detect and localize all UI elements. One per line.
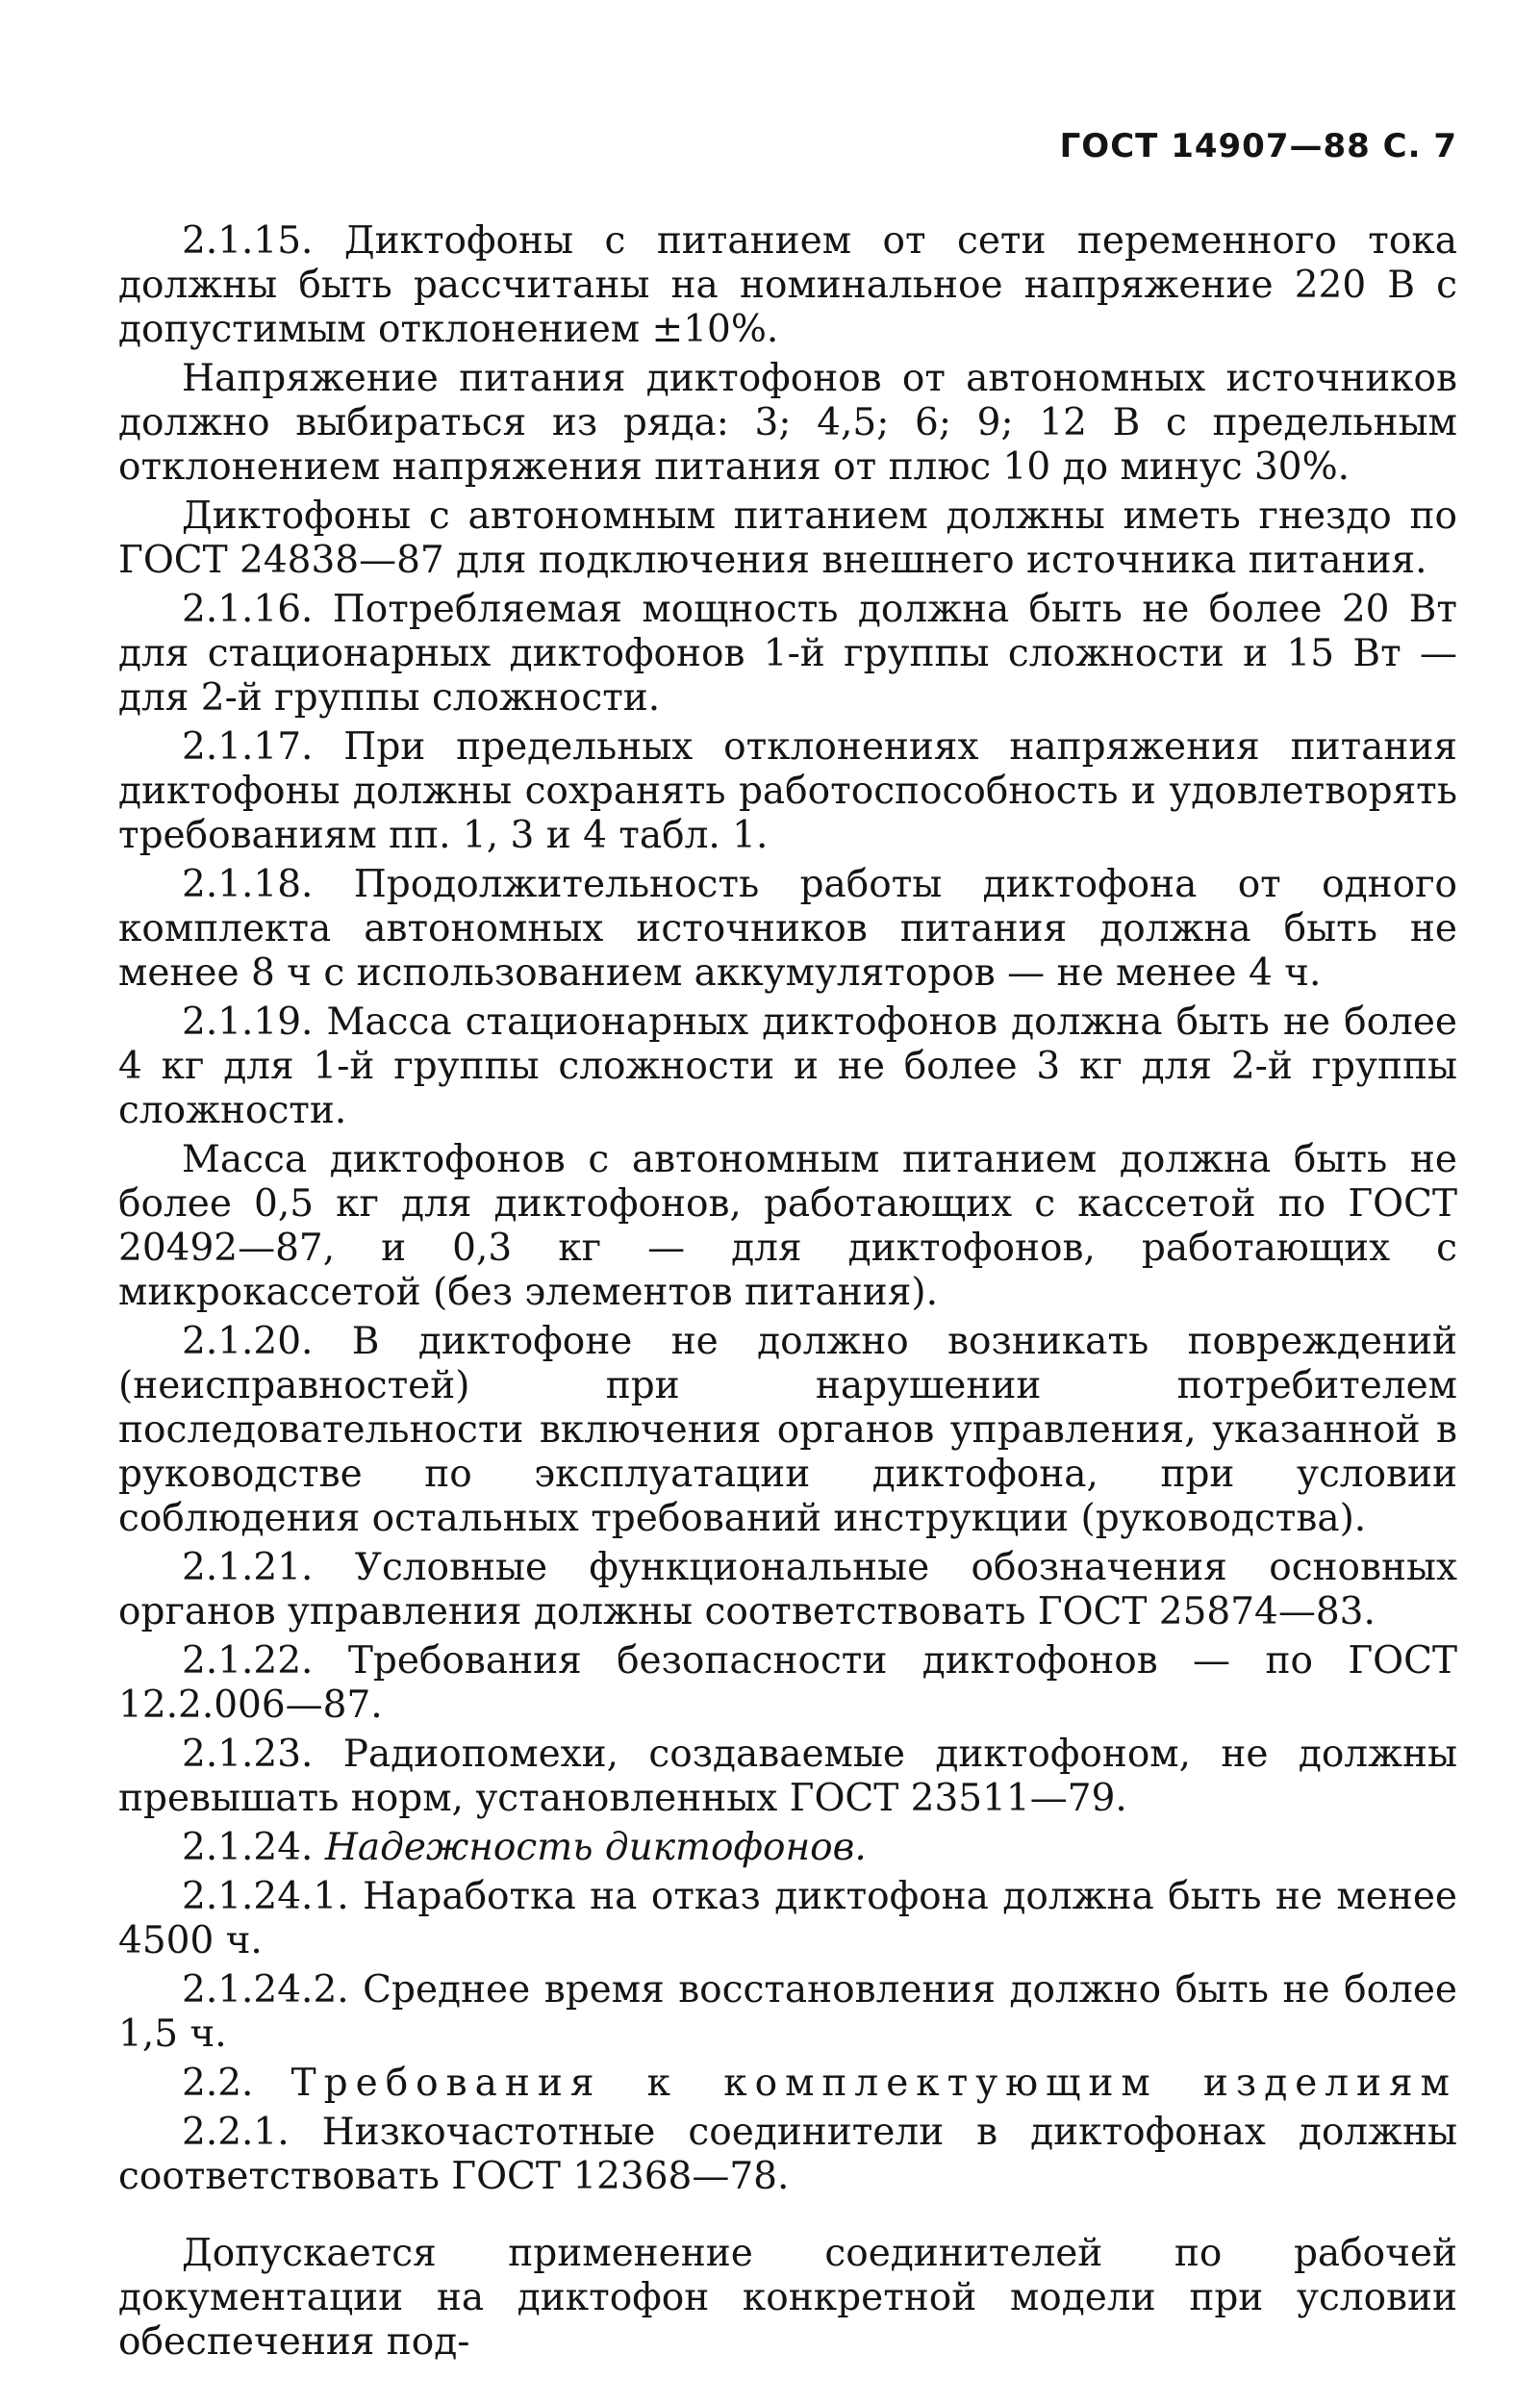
clause-2-1-24 <box>118 1826 1457 1870</box>
clause-2-1-21: 2.1.21. Условные функциональные обозначения основных органов управления должны соответствовать ГОСТ 25874—83. <box>118 1546 1457 1633</box>
document-body <box>118 219 1457 2369</box>
paragraph-supply-voltage: Напряжение питания диктофонов от автономных источников должно выбираться из ряда: 3; 4,5; 6; 9; 12 В с предельным отклонением напряжения питания от плюс 10 до минус 30%. <box>118 357 1457 489</box>
clause-2-1-24-1: 2.1.24.1. Наработка на отказ диктофона должна быть не менее 4500 ч. <box>118 1875 1457 1962</box>
clause-2-1-20 <box>118 1320 1457 1541</box>
paragraph-mass: Масса диктофонов с автономным питанием должна быть не более 0,5 кг для диктофонов, работающих с кассетой по ГОСТ 20492—87, и 0,3 кг — для диктофонов, работающих с микрокассетой (без элементов питания). <box>118 1138 1457 1314</box>
clause-2-1-16: 2.1.16. Потребляемая мощность должна быть не более 20 Вт для стационарных диктофонов 1-й группы сложности и 15 Вт — для 2-й группы сложности. <box>118 588 1457 720</box>
clause-2-1-19: 2.1.19. Масса стационарных диктофонов должна быть не более 4 кг для 1-й группы сложности и не более 3 кг для 2-й группы сложности. <box>118 1000 1457 1132</box>
paragraph-external-socket: Диктофоны с автономным питанием должны иметь гнездо по ГОСТ 24838—87 для подключения внешнего источника питания. <box>118 494 1457 582</box>
clause-2-1-24-2: 2.1.24.2. Среднее время восстановления должно быть не более 1,5 ч. <box>118 1968 1457 2056</box>
clause-2-1-15: 2.1.15. Диктофоны с питанием от сети переменного тока должны быть рассчитаны на номинальное напряжение 220 В с допустимым отклонением ±10%. <box>118 219 1457 351</box>
clause-2-1-17: 2.1.17. При предельных отклонениях напряжения питания диктофоны должны сохранять работоспособность и удовлетворять требованиям пп. 1, 3 и 4 табл. 1. <box>118 725 1457 857</box>
paragraph-connectors: Допускается применение соединителей по рабочей документации на диктофон конкретной модели при условии обеспечения под- <box>118 2232 1457 2364</box>
clause-2-1-23: 2.1.23. Радиопомехи, создаваемые диктофоном, не должны превышать норм, установленных ГОСТ 23511—79. <box>118 1733 1457 1820</box>
section-2-2-number: 2.2. <box>182 2062 291 2105</box>
page-header: ГОСТ 14907—88 С. 7 <box>1059 127 1457 165</box>
clause-2-1-20-number: 2.1.20. <box>182 1320 314 1363</box>
clause-2-1-22: 2.1.22. Требования безопасности диктофонов — по ГОСТ 12.2.006—87. <box>118 1639 1457 1727</box>
clause-2-1-24-number: 2.1.24. <box>182 1826 325 1869</box>
clause-2-1-18: 2.1.18. Продолжительность работы диктофона от одного комплекта автономных источников питания должна быть не менее 8 ч с использованием аккумуляторов — не менее 4 ч. <box>118 863 1457 995</box>
section-2-2-heading <box>118 2062 1457 2106</box>
section-2-2-title: Требования к комплектующим изделиям <box>290 2062 1457 2105</box>
clause-2-2-1: 2.2.1. Низкочастотные соединители в диктофонах должны соответствовать ГОСТ 12368—78. <box>118 2111 1457 2198</box>
clause-2-1-24-title: Надежность диктофонов. <box>324 1826 867 1869</box>
clause-2-1-20-text: В диктофоне не должно возникать повреждений (неисправностей) при нарушении потребителем последовательности включения органов управления, указанной в руководстве по эксплуатации диктофона, при условии соблюдения остальных требований инструкции (руководства). <box>118 1320 1457 1540</box>
